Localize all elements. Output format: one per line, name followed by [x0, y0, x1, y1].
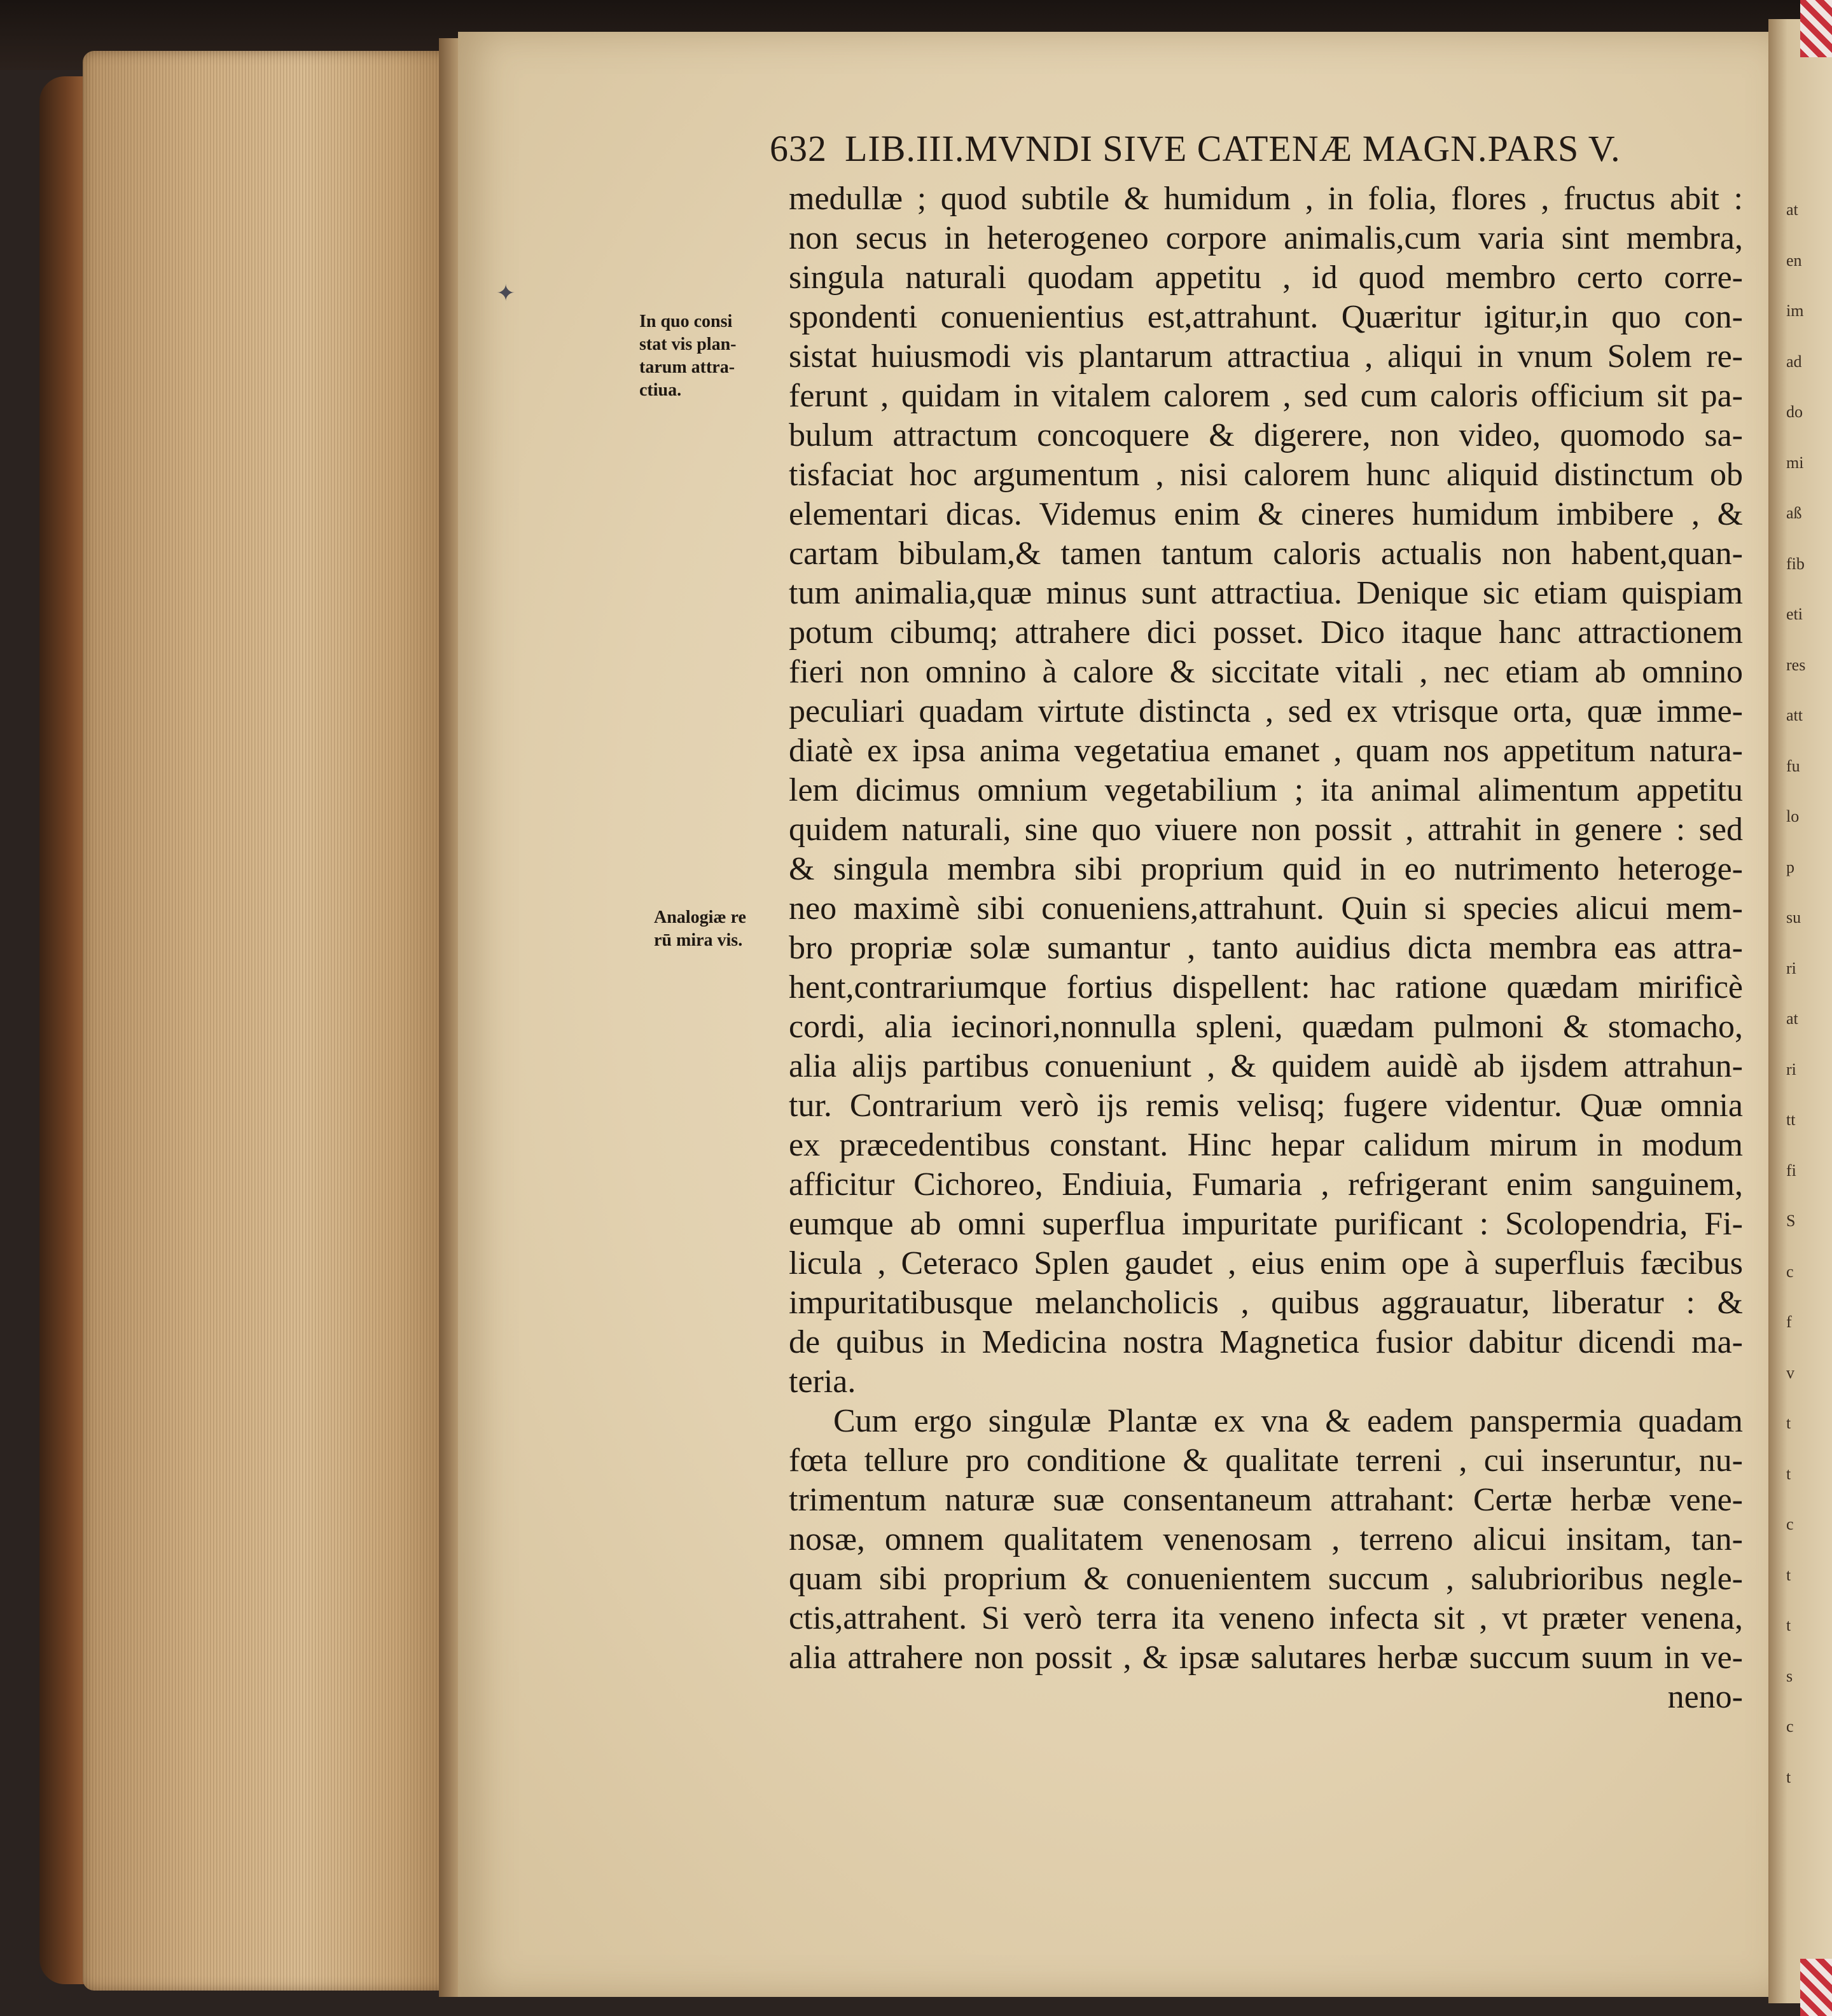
text-line: bro propriæ solæ sumantur , tanto auidius dicta membra eas attra- — [789, 930, 1743, 966]
text-line: bulum attractum concoquere & digerere, non video, quomodo sa- — [789, 417, 1743, 453]
facing-page-fragment: S — [1786, 1212, 1796, 1230]
facing-page-text-fragments — [1786, 184, 1831, 1802]
text-line: singula naturali quodam appetitu , id quod membro certo corre- — [789, 259, 1743, 296]
facing-page-fragment: p — [1786, 857, 1794, 876]
facing-page-fragment: fib — [1786, 554, 1805, 573]
facing-page-fragment: fu — [1786, 756, 1800, 775]
text-line: medullæ ; quod subtile & humidum , in folia, flores , fructus abit : — [789, 181, 1743, 217]
text-line: ex præcedentibus constant. Hinc hepar calidum mirum in modum — [789, 1127, 1743, 1163]
text-line: Cum ergo singulæ Plantæ ex vna & eadem panspermia quadam — [833, 1403, 1743, 1439]
text-line: cordi, alia iecinori,nonnulla spleni, quædam pulmoni & stomacho, — [789, 1009, 1743, 1045]
margin-note-line: stat vis plan- — [639, 335, 737, 354]
main-text-block — [789, 179, 1743, 1717]
margin-note-line: tarum attra- — [639, 357, 735, 377]
facing-page-fragment: c — [1786, 1515, 1794, 1533]
text-line: eumque ab omni superflua impuritate purificant : Scolopendria, Fi- — [789, 1206, 1743, 1242]
text-line: neo maximè sibi conueniens,attrahunt. Quin si species alicui mem- — [789, 890, 1743, 927]
margin-note-vis-attractiua — [639, 310, 736, 402]
running-head — [770, 127, 1749, 170]
facing-page-fragment: c — [1786, 1262, 1794, 1281]
facing-page-fragment: su — [1786, 908, 1801, 927]
text-line: tum animalia,quæ minus sunt attractiua. Denique sic etiam quispiam — [789, 575, 1743, 611]
margin-note-line: Analogiæ re — [654, 908, 746, 927]
facing-page-fragment: c — [1786, 1717, 1794, 1736]
facing-page-fragment: v — [1786, 1363, 1794, 1382]
facing-page-fragment: ad — [1786, 352, 1802, 371]
page-number: 632 — [770, 128, 827, 169]
facing-page-fragment: mi — [1786, 453, 1804, 472]
facing-page-fragment: aß — [1786, 504, 1802, 522]
facing-page-fragment: en — [1786, 251, 1802, 270]
ink-blot-mark: ✦ — [496, 280, 516, 306]
bookmark-ribbon-bottom — [1800, 1959, 1832, 2016]
facing-page-fragment: at — [1786, 1009, 1798, 1028]
running-title: LIB.III.MVNDI SIVE CATENÆ MAGN.PARS V. — [845, 128, 1621, 169]
text-line: nosæ, omnem qualitatem venenosam , terreno alicui insitam, tan- — [789, 1521, 1743, 1557]
facing-page-fragment: t — [1786, 1616, 1791, 1634]
facing-page-fragment: tt — [1786, 1110, 1796, 1129]
text-line: & singula membra sibi proprium quid in eo nutrimento heteroge- — [789, 851, 1743, 887]
facing-page-fragment: fi — [1786, 1161, 1796, 1180]
facing-page-fragment: do — [1786, 403, 1803, 421]
margin-note-line: In quo consi — [639, 312, 733, 331]
facing-page-fragment: res — [1786, 655, 1806, 674]
text-line: ferunt , quidam in vitalem calorem , sed cum caloris officium sit pa- — [789, 378, 1743, 414]
facing-page-fragment: lo — [1786, 807, 1800, 825]
text-line: fieri non omnino à calore & siccitate vitali , nec etiam ab omnino — [789, 654, 1743, 690]
bookmark-ribbon — [1800, 0, 1832, 57]
facing-page-fragment: att — [1786, 706, 1803, 724]
margin-note-line: rū mira vis. — [654, 930, 743, 950]
text-line: sistat huiusmodi vis plantarum attractiua , aliqui in vnum Solem re- — [789, 338, 1743, 375]
text-line: lem dicimus omnium vegetabilium ; ita animal alimentum appetitu — [789, 772, 1743, 808]
text-line: non secus in heterogeneo corpore animalis,cum varia sint membra, — [789, 220, 1743, 256]
facing-page-fragment: s — [1786, 1666, 1793, 1685]
facing-page-fragment: im — [1786, 301, 1804, 320]
text-line: diatè ex ipsa anima vegetatiua emanet , quam nos appetitum natura- — [789, 733, 1743, 769]
text-line: licula , Ceteraco Splen gaudet , eius enim ope à superfluis fæcibus — [789, 1245, 1743, 1281]
text-line: alia alijs partibus conueniunt , & quidem auidè ab ijsdem attrahun- — [789, 1048, 1743, 1084]
text-line: elementari dicas. Videmus enim & cineres humidum imbibere , & — [789, 496, 1743, 532]
text-line: tisfaciat hoc argumentum , nisi calorem hunc aliquid distinctum ob — [789, 457, 1743, 493]
facing-page-fragment: t — [1786, 1464, 1791, 1483]
text-line: tur. Contrarium verò ijs remis velisq; fugere videntur. Quæ omnia — [789, 1087, 1743, 1124]
text-line: fœta tellure pro conditione & qualitate terreni , cui inseruntur, nu- — [789, 1442, 1743, 1479]
margin-note-line: ctiua. — [639, 380, 682, 400]
text-line: quam sibi proprium & conuenientem succum , salubrioribus negle- — [789, 1561, 1743, 1597]
facing-page-fragment: eti — [1786, 605, 1803, 623]
text-line: potum cibumq; attrahere dici posset. Dico itaque hanc attractionem — [789, 614, 1743, 651]
facing-page-fragment: at — [1786, 200, 1798, 219]
text-line: teria. — [789, 1364, 856, 1400]
text-line: de quibus in Medicina nostra Magnetica fusior dabitur dicendi ma- — [789, 1324, 1743, 1360]
text-line: hent,contrariumque fortius dispellent: hac ratione quædam mirificè — [789, 969, 1743, 1005]
text-line: trimentum naturæ suæ consentaneum attrahant: Certæ herbæ vene- — [789, 1482, 1743, 1518]
text-line: impuritatibusque melancholicis , quibus aggrauatur, liberatur : & — [789, 1285, 1743, 1321]
margin-note-analogiae — [654, 906, 746, 952]
facing-page-fragment: t — [1786, 1565, 1791, 1584]
text-line: ctis,attrahent. Si verò terra ita veneno infecta sit , vt præter venena, — [789, 1600, 1743, 1636]
text-line: afficitur Cichoreo, Endiuia, Fumaria , refrigerant enim sanguinem, — [789, 1166, 1743, 1203]
text-line: quidem naturali, sine quo viuere non possit , attrahit in genere : sed — [789, 811, 1743, 848]
page-fore-edge — [83, 51, 452, 1991]
text-line: alia attrahere non possit , & ipsæ salutares herbæ succum suum in ve- — [789, 1640, 1743, 1676]
text-line: spondenti conuenientius est,attrahunt. Quæritur igitur,in quo con- — [789, 299, 1743, 335]
facing-page-fragment: ri — [1786, 1060, 1796, 1079]
text-line: neno- — [1667, 1679, 1743, 1715]
text-line: peculiari quadam virtute distincta , sed ex vtrisque orta, quæ imme- — [789, 693, 1743, 729]
text-line: cartam bibulam,& tamen tantum caloris actualis non habent,quan- — [789, 535, 1743, 572]
facing-page-fragment: t — [1786, 1414, 1791, 1432]
facing-page-fragment: ri — [1786, 958, 1796, 977]
facing-page-fragment: t — [1786, 1767, 1791, 1786]
facing-page-fragment: f — [1786, 1313, 1792, 1331]
